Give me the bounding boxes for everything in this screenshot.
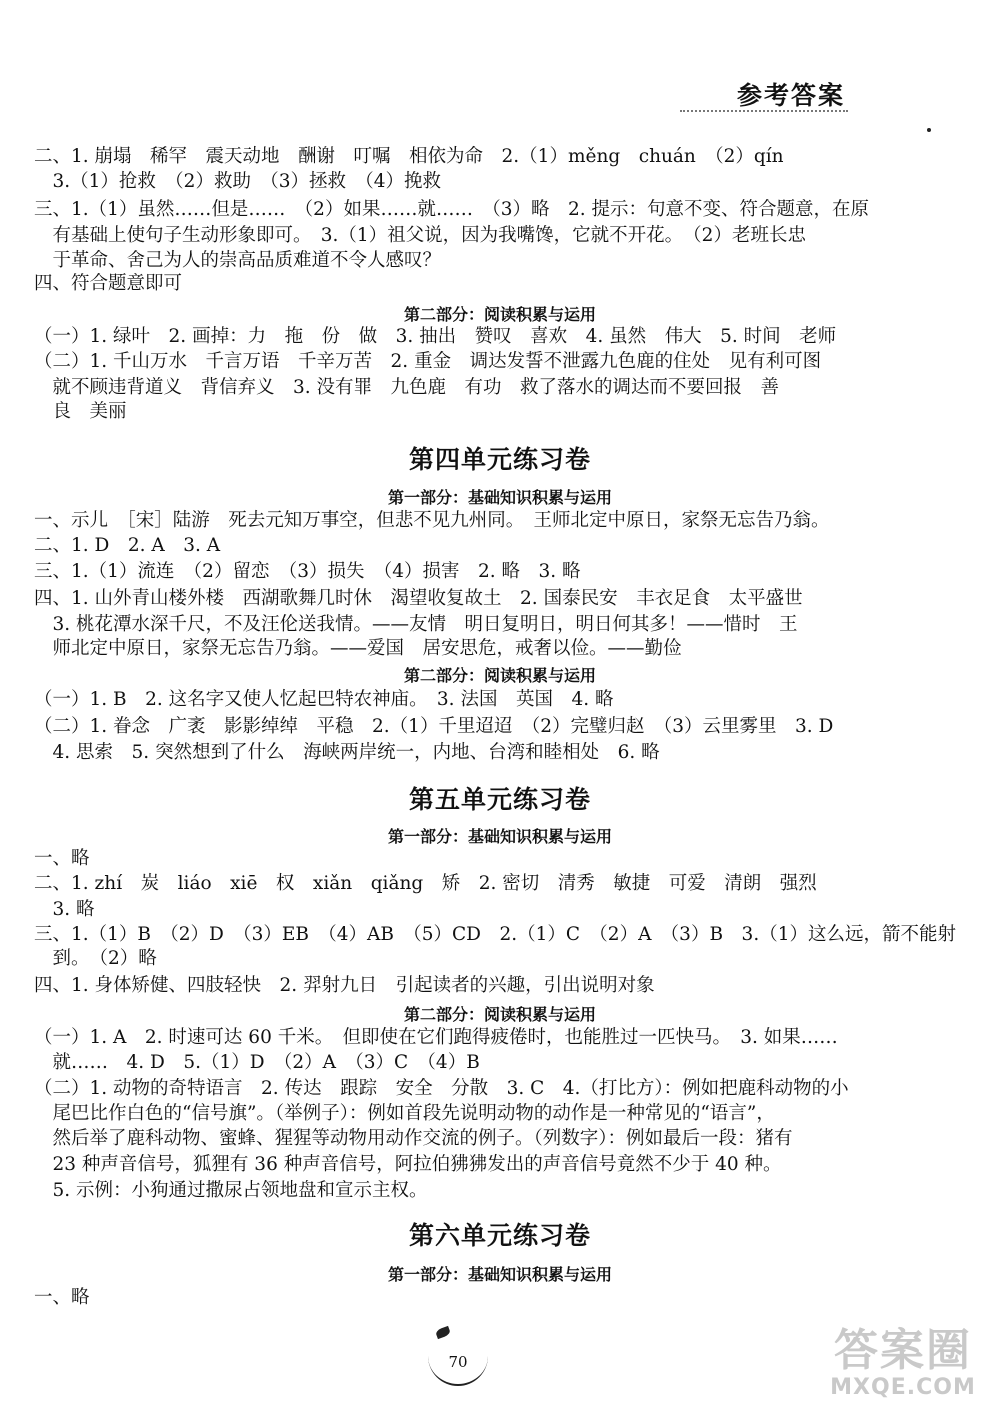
text-line: （一）1. B 2. 这名字又使人忆起巴特农神庙。 3. 法国 英国 4. 略 — [34, 689, 614, 710]
text-line: 二、1. 崩塌 稀罕 震天动地 酬谢 叮嘱 相依为命 2.（1）měng chuán （2）qín — [34, 146, 784, 167]
section-subtitle: 第一部分：基础知识积累与运用 — [387, 1265, 612, 1284]
text-line: 就…… 4. D 5.（1）D （2）A （3）C （4）B — [34, 1052, 480, 1073]
text-line: 3. 略 — [34, 899, 95, 920]
unit-title: 第四单元练习卷 — [408, 445, 591, 474]
text-line: 23 种声音信号，狐狸有 36 种声音信号，阿拉伯狒狒发出的声音信号竟然不少于 40 种。 — [34, 1154, 782, 1175]
text-line: 有基础上使句子生动形象即可。 3.（1）祖父说，因为我嘴馋，它就不开花。 （2）老班长忠 — [34, 225, 806, 246]
watermark-logo: 答案圈 — [834, 1325, 972, 1376]
section-subtitle: 第一部分：基础知识积累与运用 — [387, 488, 612, 507]
section-subtitle: 第一部分：基础知识积累与运用 — [387, 827, 612, 846]
section-subtitle: 第二部分：阅读积累与运用 — [403, 1005, 596, 1024]
text-line: 一、略 — [34, 848, 90, 869]
text-line: 四、1. 山外青山楼外楼 西湖歌舞几时休 渴望收复故土 2. 国泰民安 丰衣足食 太平盛世 — [34, 588, 803, 609]
text-line: 二、1. D 2. A 3. A — [34, 535, 221, 556]
text-line: 师北定中原日，家祭无忘告乃翁。——爱国 居安思危，戒奢以俭。——勤俭 — [34, 638, 682, 659]
text-line: 一、略 — [34, 1287, 90, 1308]
text-line: 4. 思索 5. 突然想到了什么 海峡两岸统一，内地、台湾和睦相处 6. 略 — [34, 742, 660, 763]
text-line: 四、1. 身体矫健、四肢轻快 2. 羿射九日 引起读者的兴趣，引出说明对象 — [34, 975, 655, 996]
text-line: 然后举了鹿科动物、蜜蜂、猩猩等动物用动作交流的例子。（列数字）：例如最后一段：猪有 — [34, 1128, 793, 1149]
text-line: 5. 示例：小狗通过撒尿占领地盘和宣示主权。 — [34, 1180, 428, 1201]
unit-title: 第六单元练习卷 — [408, 1221, 591, 1250]
header-title: 参考答案 — [736, 81, 845, 110]
text-line: （二）1. 眷念 广袤 影影绰绰 平稳 2.（1）千里迢迢 （2）完璧归赵 （3）云里雾里 3. D — [34, 716, 834, 737]
section-subtitle: 第二部分：阅读积累与运用 — [403, 305, 596, 324]
text-line: 3.（1）抢救 （2）救助 （3）拯救 （4）挽救 — [34, 171, 441, 192]
text-line: （二）1. 千山万水 千言万语 千辛万苦 2. 重金 调达发誓不泄露九色鹿的住处 见有利可图 — [34, 351, 822, 372]
text-line: 三、1.（1）虽然……但是…… （2）如果……就…… （3）略 2. 提示：句意不变、符合题意，在原 — [34, 199, 869, 220]
unit-title: 第五单元练习卷 — [408, 785, 591, 814]
leaf-icon — [435, 1326, 451, 1339]
text-line: 良 美丽 — [34, 401, 127, 422]
page-number: 70 — [428, 1340, 488, 1386]
text-line: （一）1. A 2. 时速可达 60 千米。 但即使在它们跑得疲倦时，也能胜过一匹快马。 3. 如果…… — [34, 1027, 838, 1048]
text-line: （一）1. 绿叶 2. 画掉：力 拖 份 做 3. 抽出 赞叹 喜欢 4. 虽然 伟大 5. 时间 老师 — [34, 326, 837, 347]
text-line: 四、符合题意即可 — [34, 273, 183, 294]
header-divider — [680, 110, 848, 112]
text-line: 于革命、舍己为人的崇高品质难道不令人感叹？ — [34, 250, 442, 271]
text-line: 就不顾违背道义 背信弃义 3. 没有罪 九色鹿 有功 救了落水的调达而不要回报 善 — [34, 377, 780, 398]
text-line: 3. 桃花潭水深千尺，不及汪伦送我情。——友情 明日复明日，明日何其多！——惜时 王 — [34, 614, 798, 635]
text-line: 尾巴比作白色的“信号旗”。（举例子）：例如首段先说明动物的动作是一种常见的“语言”， — [34, 1103, 775, 1124]
corner-dot — [927, 128, 931, 132]
text-line: 三、1.（1）B （2）D （3）EB （4）AB （5）CD 2.（1）C （2）A （3）B 3.（1）这么远，箭不能射 — [34, 924, 956, 945]
text-line: （二）1. 动物的奇特语言 2. 传达 跟踪 安全 分散 3. C 4.（打比方）：例如把鹿科动物的小 — [34, 1078, 849, 1099]
text-line: 一、示儿 ［宋］陆游 死去元知万事空，但悲不见九州同。 王师北定中原日，家祭无忘告乃翁。 — [34, 510, 830, 531]
text-line: 二、1. zhí 炭 liáo xiē 权 xiǎn qiǎng 矫 2. 密切 清秀 敏捷 可爱 清朗 强烈 — [34, 873, 817, 894]
text-line: 三、1.（1）流连 （2）留恋 （3）损失 （4）损害 2. 略 3. 略 — [34, 561, 581, 582]
section-subtitle: 第二部分：阅读积累与运用 — [403, 666, 596, 685]
text-line: 到。 （2）略 — [34, 948, 157, 969]
watermark-url: MXQE.COM — [830, 1375, 976, 1400]
watermark — [818, 1327, 988, 1401]
